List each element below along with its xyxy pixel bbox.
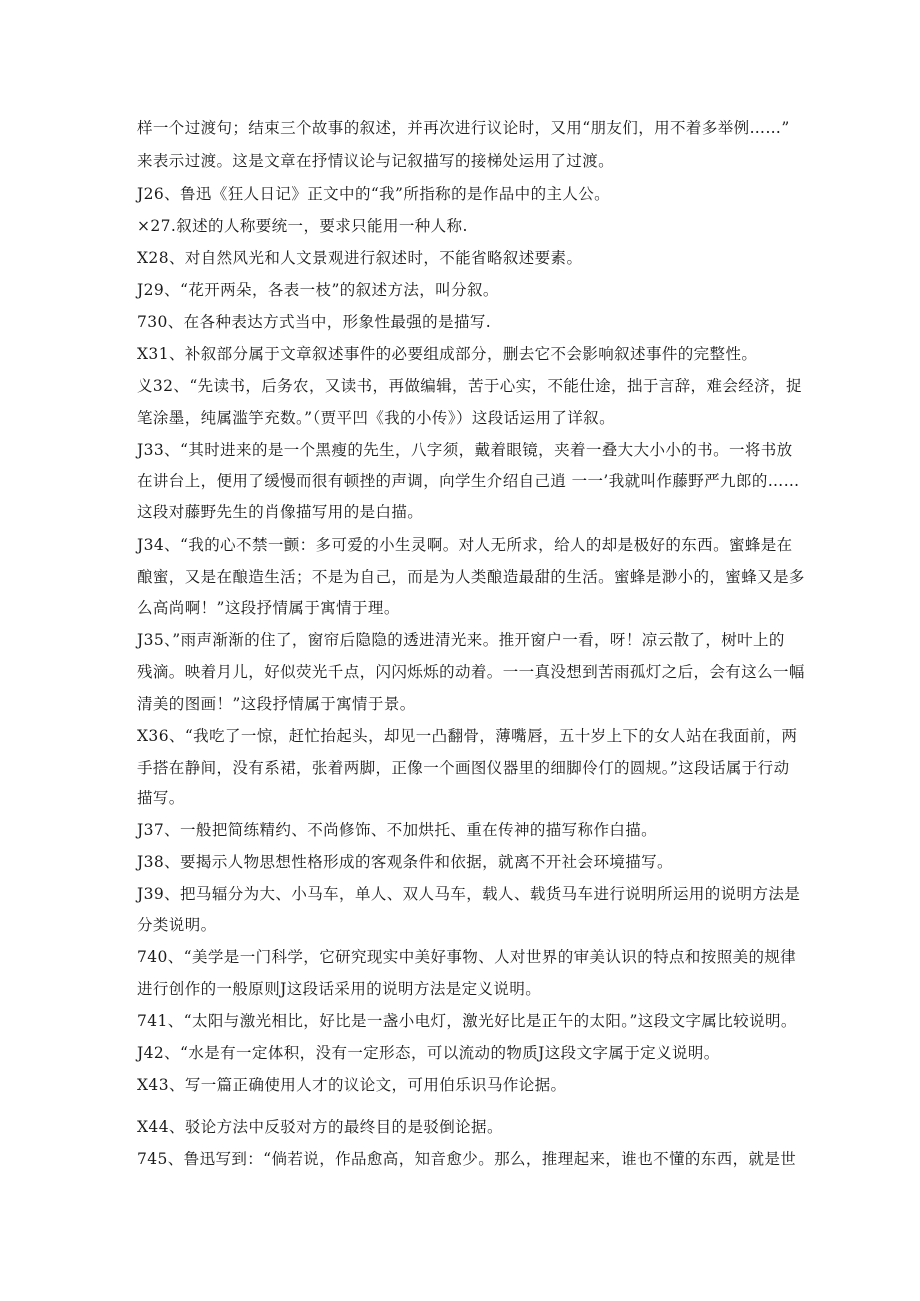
text-line: J33、“其时进来的是一个黑瘦的先生，八字须，戴着眼镜，夹着一叠大大小小的书。一将书放 [137, 441, 793, 459]
text-line: J37、一般把简练精约、不尚修饰、不加烘托、重在传神的描写称作白描。 [137, 821, 658, 839]
text-line: 741、“太阳与激光相比，好比是一盏小电灯，激光好比是正午的太阳。”这段文字属比较说明。 [137, 1012, 797, 1030]
text-line: J34、“我的心不禁一颤：多可爱的小生灵啊。对人无所求，给人的却是极好的东西。蜜蜂是在 [137, 536, 793, 554]
text-line: 740、“美学是一门科学，它研究现实中美好事物、人对世界的审美认识的特点和按照美的规律 [137, 948, 797, 966]
text-line: 清美的图画！”这段抒情属于寓情于景。 [137, 695, 416, 713]
text-line: X43、写一篇正确使用人才的议论文，可用伯乐识马作论据。 [137, 1076, 567, 1094]
text-line: 么高尚啊！”这段抒情属于寓情于理。 [137, 599, 400, 617]
text-line: 酿蜜，又是在酿造生活；不是为自己，而是为人类酿造最甜的生活。蜜蜂是渺小的，蜜蜂又是多 [137, 568, 805, 586]
text-line: 分类说明。 [137, 916, 217, 934]
text-line: X28、对自然风光和人文景观进行叙述时，不能省略叙述要素。 [137, 249, 583, 267]
text-line: 样一个过渡句；结束三个故事的叙述，并再次进行议论时，又用“朋友们，用不着多举例……” [137, 119, 790, 137]
text-line: J39、把马辐分为大、小马车，单人、双人马车，载人、载货马车进行说明所运用的说明方法是 [137, 885, 801, 903]
text-line: J38、要揭示人物思想性格形成的客观条件和依据，就离不开社会环境描写。 [137, 853, 673, 871]
text-line: J42、“水是有一定体积，没有一定形态，可以流动的物质J这段文字属于定义说明。 [137, 1044, 720, 1062]
text-line: 在讲台上，便用了缓慢而很有顿挫的声调，向学生介绍自己逍 一一’我就叫作藤野严九郎的…… [137, 472, 800, 490]
text-line: 730、在各种表达方式当中，形象性最强的是描写. [137, 313, 492, 331]
text-line: 来表示过渡。这是文章在抒情议论与记叙描写的接梯处运用了过渡。 [137, 152, 615, 170]
text-line: 手搭在静间，没有系裙，张着两脚，正像一个画图仪器里的细脚伶仃的圆规。”这段话属于行动 [137, 759, 790, 777]
text-line: X44、驳论方法中反驳对方的最终目的是驳倒论据。 [137, 1118, 503, 1136]
text-line: 残滴。映着月儿，好似荧光千点，闪闪烁烁的动着。一一真没想到苦雨孤灯之后，会有这么一幅 [137, 663, 805, 681]
text-line: X36、“我吃了一惊，赶忙抬起头，却见一凸翻骨，薄嘴唇，五十岁上下的女人站在我面前，两 [137, 727, 798, 745]
text-line: J35、”雨声渐渐的住了，窗帘后隐隐的透进清光来。推开窗户一看，呀！凉云散了，树叶上的 [137, 631, 785, 649]
text-line: J29、“花开两朵，各表一枝”的叙述方法，叫分叙。 [137, 281, 499, 299]
text-line: ×27.叙述的人称要统一，要求只能用一种人称. [137, 217, 468, 235]
text-line: 这段对藤野先生的肖像描写用的是白描。 [137, 503, 424, 521]
text-line: 义32、“先读书，后务农，又读书，再做编辑，苦于心实，不能仕途，拙于言辞，难会经济，捉 [137, 377, 802, 395]
text-line: 笔涂墨，纯属滥竽充数。”（贾平凹《我的小传》）这段话运用了详叙。 [137, 409, 615, 427]
text-line: 描写。 [137, 789, 185, 807]
text-line: 745、鲁迅写到：“倘若说，作品愈高，知音愈少。那么，推理起来，谁也不懂的东西，就是世 [137, 1150, 797, 1168]
text-line: X31、补叙部分属于文章叙述事件的必要组成部分，删去它不会影响叙述事件的完整性。 [137, 345, 758, 363]
text-line: J26、鲁迅《狂人日记》正文中的“我”所指称的是作品中的主人公。 [137, 185, 611, 203]
text-line: 进行创作的一般原则J这段话采用的说明方法是定义说明。 [137, 980, 542, 998]
